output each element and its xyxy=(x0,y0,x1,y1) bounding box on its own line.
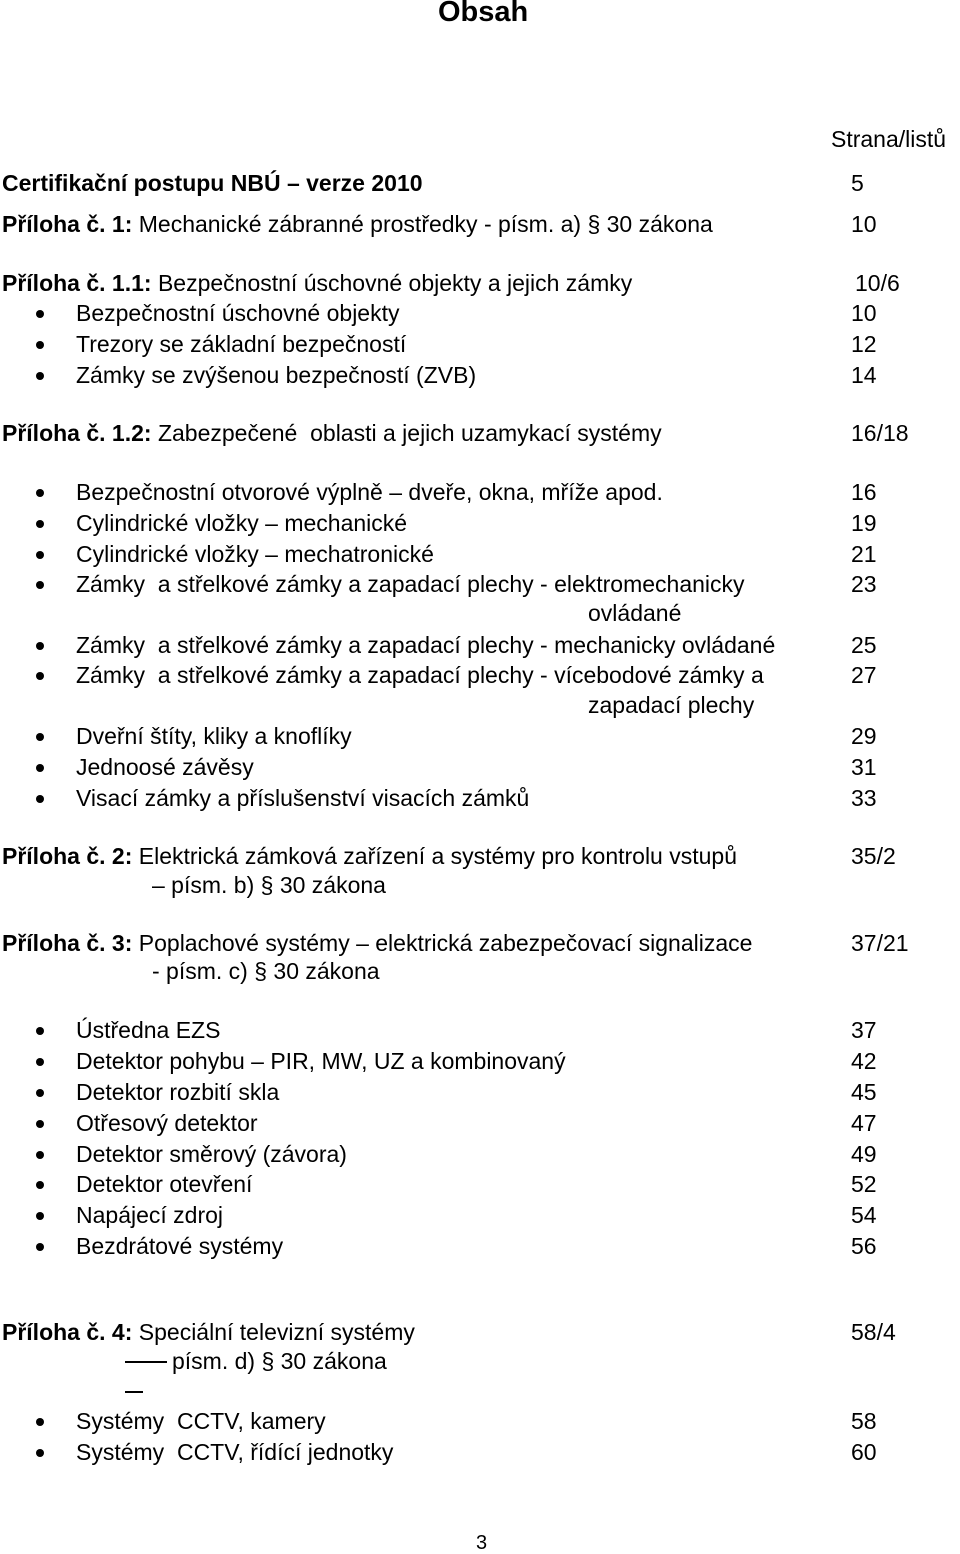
appendix-1-1-heading xyxy=(2,272,632,295)
page-title: Obsah xyxy=(438,0,529,28)
bullet-icon xyxy=(36,1212,44,1220)
bullet-icon xyxy=(36,341,44,349)
bullet-icon xyxy=(36,733,44,741)
list-item-label: Cylindrické vložky – mechanické xyxy=(76,510,408,536)
appendix-3-text: Poplachové systémy – elektrická zabezpečovací signalizace xyxy=(138,930,753,956)
list-item-label: Detektor směrový (závora) xyxy=(76,1141,347,1167)
list-item-label: Dveřní štíty, kliky a knoflíky xyxy=(76,723,352,749)
appendix-3-page: 37/21 xyxy=(851,930,909,956)
appendix-2-continuation: – písm. b) § 30 zákona xyxy=(152,872,386,898)
bullet-icon xyxy=(36,310,44,318)
appendix-1-prefix: Příloha č. 1: xyxy=(2,211,133,237)
list-item-page: 21 xyxy=(851,541,877,567)
bullet-icon xyxy=(36,581,44,589)
list-item-page: 42 xyxy=(851,1048,877,1074)
list-item-label: Bezpečnostní úschovné objekty xyxy=(76,300,400,326)
list-item-label: Trezory se základní bezpečností xyxy=(76,331,407,357)
appendix-4-prefix: Příloha č. 4: xyxy=(2,1319,133,1345)
dash-mark xyxy=(125,1361,167,1363)
bullet-icon xyxy=(36,1027,44,1035)
list-item-page: 56 xyxy=(851,1233,877,1259)
list-item-label: Visací zámky a příslušenství visacích zámků xyxy=(76,785,530,811)
dash-mark xyxy=(125,1391,143,1393)
list-item-page: 49 xyxy=(851,1141,877,1167)
list-item-label: Cylindrické vložky – mechatronické xyxy=(76,541,434,567)
bullet-icon xyxy=(36,489,44,497)
list-item-label: Systémy CCTV, kamery xyxy=(76,1408,326,1434)
appendix-4-text: Speciální televizní systémy xyxy=(138,1319,415,1345)
list-item-label: Zámky a střelkové zámky a zapadací plechy - mechanicky ovládané xyxy=(76,632,776,658)
list-item-page: 25 xyxy=(851,632,877,658)
list-item-label: Bezpečnostní otvorové výplně – dveře, okna, mříže apod. xyxy=(76,479,663,505)
list-item-page: 23 xyxy=(851,571,877,597)
appendix-3-prefix: Příloha č. 3: xyxy=(2,930,133,956)
list-item-label: Otřesový detektor xyxy=(76,1110,258,1136)
appendix-1-2-text: Zabezpečené oblasti a jejich uzamykací systémy xyxy=(157,420,662,446)
bullet-icon xyxy=(36,551,44,559)
appendix-1-1-page: 10/6 xyxy=(855,270,900,296)
appendix-4-heading xyxy=(2,1321,415,1344)
list-item-page: 47 xyxy=(851,1110,877,1136)
bullet-icon xyxy=(36,764,44,772)
column-header: Strana/listů xyxy=(831,126,947,152)
appendix-1-2-prefix: Příloha č. 1.2: xyxy=(2,420,152,446)
list-item-page: 33 xyxy=(851,785,877,811)
list-item-page: 58 xyxy=(851,1408,877,1434)
appendix-3-continuation: - písm. c) § 30 zákona xyxy=(152,958,380,984)
list-item-page: 12 xyxy=(851,331,877,357)
list-item-label: Ústředna EZS xyxy=(76,1017,221,1043)
list-item-label: Detektor rozbití skla xyxy=(76,1079,280,1105)
list-item-label: Jednoosé závěsy xyxy=(76,754,254,780)
bullet-icon xyxy=(36,1120,44,1128)
list-item-page: 31 xyxy=(851,754,877,780)
bullet-icon xyxy=(36,1089,44,1097)
list-item-label: Zámky a střelkové zámky a zapadací plechy - vícebodové zámky a xyxy=(76,662,764,688)
appendix-2-text: Elektrická zámková zařízení a systémy pro kontrolu vstupů xyxy=(138,843,738,869)
list-item-label: Bezdrátové systémy xyxy=(76,1233,284,1259)
appendix-4-page: 58/4 xyxy=(851,1319,896,1345)
list-item-page: 52 xyxy=(851,1171,877,1197)
appendix-3-heading xyxy=(2,932,752,955)
appendix-4-continuation: písm. d) § 30 zákona xyxy=(172,1348,387,1374)
list-item-label: Detektor otevření xyxy=(76,1171,253,1197)
list-item-continuation: zapadací plechy xyxy=(588,692,755,718)
bullet-icon xyxy=(36,1243,44,1251)
bullet-icon xyxy=(36,1418,44,1426)
bullet-icon xyxy=(36,795,44,803)
bullet-icon xyxy=(36,1181,44,1189)
appendix-1-text: Mechanické zábranné prostředky - písm. a) § 30 zákona xyxy=(138,211,713,237)
appendix-1-page: 10 xyxy=(851,211,877,237)
appendix-1-1-prefix: Příloha č. 1.1: xyxy=(2,270,152,296)
list-item-page: 29 xyxy=(851,723,877,749)
bullet-icon xyxy=(36,1151,44,1159)
cert-page: 5 xyxy=(851,170,864,196)
list-item-label: Detektor pohybu – PIR, MW, UZ a kombinovaný xyxy=(76,1048,566,1074)
list-item-label: Systémy CCTV, řídící jednotky xyxy=(76,1439,394,1465)
list-item-label: Napájecí zdroj xyxy=(76,1202,224,1228)
appendix-1-2-page: 16/18 xyxy=(851,420,909,446)
list-item-page: 37 xyxy=(851,1017,877,1043)
list-item-page: 45 xyxy=(851,1079,877,1105)
list-item-label: Zámky se zvýšenou bezpečností (ZVB) xyxy=(76,362,477,388)
list-item-page: 10 xyxy=(851,300,877,326)
list-item-page: 54 xyxy=(851,1202,877,1228)
page-number: 3 xyxy=(476,1532,488,1554)
list-item-continuation: ovládané xyxy=(588,600,682,626)
appendix-1-heading xyxy=(2,213,713,236)
bullet-icon xyxy=(36,1449,44,1457)
list-item-page: 19 xyxy=(851,510,877,536)
list-item-page: 60 xyxy=(851,1439,877,1465)
appendix-1-1-text: Bezpečnostní úschovné objekty a jejich zámky xyxy=(157,270,633,296)
bullet-icon xyxy=(36,672,44,680)
list-item-page: 16 xyxy=(851,479,877,505)
appendix-2-page: 35/2 xyxy=(851,843,896,869)
bullet-icon xyxy=(36,372,44,380)
bullet-icon xyxy=(36,1058,44,1066)
bullet-icon xyxy=(36,642,44,650)
list-item-label: Zámky a střelkové zámky a zapadací plechy - elektromechanicky xyxy=(76,571,745,597)
appendix-2-heading xyxy=(2,845,737,868)
list-item-page: 27 xyxy=(851,662,877,688)
cert-heading: Certifikační postupu NBÚ – verze 2010 xyxy=(2,170,423,196)
list-item-page: 14 xyxy=(851,362,877,388)
appendix-1-2-heading xyxy=(2,422,662,445)
bullet-icon xyxy=(36,520,44,528)
appendix-2-prefix: Příloha č. 2: xyxy=(2,843,133,869)
